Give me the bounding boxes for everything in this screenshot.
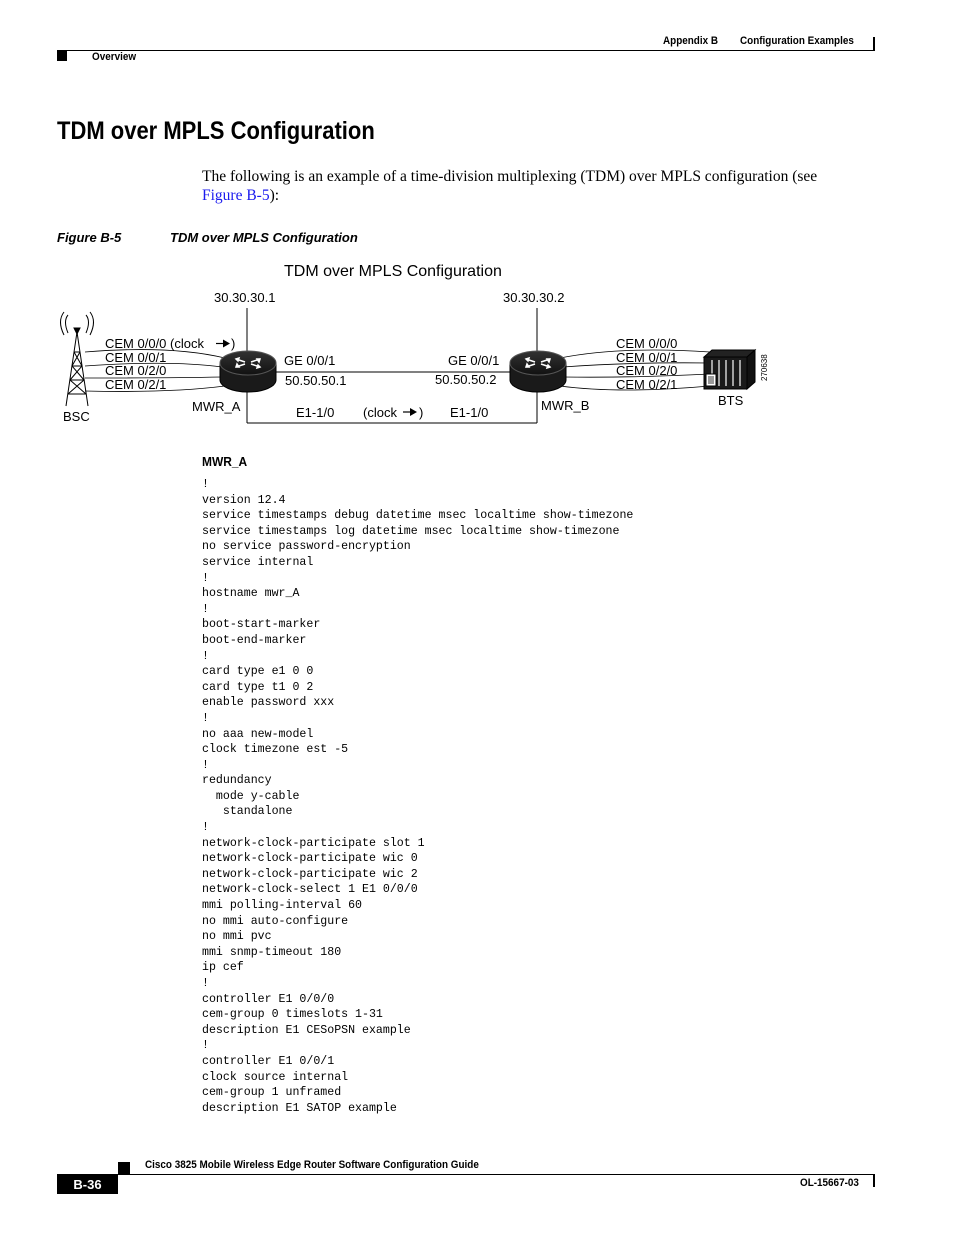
config-line: redundancy <box>202 774 272 788</box>
config-line: boot-start-marker <box>202 618 321 632</box>
diagram-title: TDM over MPLS Configuration <box>284 263 502 280</box>
cem-right-0: CEM 0/0/0 <box>616 336 678 351</box>
e1-label-a: E1-1/0 <box>296 405 335 420</box>
config-line: mode y-cable <box>202 789 300 803</box>
cem-left-1: CEM 0/0/1 <box>105 350 167 365</box>
config-line: mmi polling-interval 60 <box>202 899 363 913</box>
header-tick <box>873 37 875 50</box>
config-line: network-clock-participate wic 2 <box>202 867 418 881</box>
tdm-network-diagram <box>0 250 954 440</box>
config-code-block <box>202 477 633 1116</box>
cem-left-2: CEM 0/2/0 <box>105 363 167 378</box>
ip-label-b: 30.30.30.2 <box>503 290 565 305</box>
config-line: no aaa new-model <box>202 727 314 741</box>
header-appendix: Appendix B <box>663 35 719 47</box>
clock-arrowhead-icon <box>223 340 230 348</box>
config-line: standalone <box>202 805 293 819</box>
config-line: service internal <box>202 555 314 569</box>
config-line: network-clock-participate wic 0 <box>202 852 418 866</box>
config-line: boot-end-marker <box>202 633 307 647</box>
config-line: service timestamps log datetime msec localtime show-timezone <box>202 524 620 538</box>
router-b-icon <box>510 351 566 392</box>
config-line: enable password xxx <box>202 696 335 710</box>
bsc-tower-icon <box>61 312 94 406</box>
figure-id: 270638 <box>760 354 769 381</box>
bsc-label: BSC <box>63 409 90 424</box>
intro-text: The following is an example of a time-division multiplexing (TDM) over MPLS configuration (see <box>202 168 818 185</box>
ip-label-a: 30.30.30.1 <box>214 290 276 305</box>
config-line: no mmi pvc <box>202 930 272 944</box>
bts-rack-icon <box>704 350 755 389</box>
cem-right-1: CEM 0/0/1 <box>616 350 678 365</box>
header-chapter: Configuration Examples <box>740 35 854 47</box>
config-line: service timestamps debug datetime msec localtime show-timezone <box>202 509 634 523</box>
router-b-label: MWR_B <box>541 398 590 413</box>
config-heading: MWR_A <box>202 454 248 469</box>
figure-number: Figure B-5 <box>57 230 122 245</box>
cem-left-3: CEM 0/2/1 <box>105 377 167 392</box>
figure-link[interactable]: Figure B-5 <box>202 187 270 204</box>
router-a-label: MWR_A <box>192 399 241 414</box>
bts-label: BTS <box>718 393 744 408</box>
config-line: ! <box>202 571 209 585</box>
config-line: controller E1 0/0/1 <box>202 1054 335 1068</box>
config-line: network-clock-participate slot 1 <box>202 836 425 850</box>
cem-right-2: CEM 0/2/0 <box>616 363 678 378</box>
config-line: ! <box>202 711 209 725</box>
ge-label-b: GE 0/0/1 <box>448 353 500 368</box>
footer-rule <box>57 1174 875 1175</box>
page-title: TDM over MPLS Configuration <box>57 117 375 145</box>
config-line: version 12.4 <box>202 493 286 507</box>
header-section: Overview <box>92 51 137 63</box>
config-line: no mmi auto-configure <box>202 914 349 928</box>
net-label-a: 50.50.50.1 <box>285 373 347 388</box>
config-line: cem-group 0 timeslots 1-31 <box>202 1008 383 1022</box>
cem-left-0: CEM 0/0/0 (clock <box>105 336 204 351</box>
config-line: clock source internal <box>202 1070 349 1084</box>
config-line: ip cef <box>202 961 244 975</box>
cem-left-0-close: ) <box>231 336 236 351</box>
config-line: ! <box>202 602 209 616</box>
net-label-b: 50.50.50.2 <box>435 372 497 387</box>
config-line: description E1 SATOP example <box>202 1101 397 1115</box>
cem-right-3: CEM 0/2/1 <box>616 377 678 392</box>
footer-page-number: B-36 <box>57 1175 118 1194</box>
config-line: ! <box>202 1039 209 1053</box>
footer-tick <box>873 1175 875 1187</box>
config-line: hostname mwr_A <box>202 587 300 601</box>
config-line: clock timezone est -5 <box>202 743 349 757</box>
clock-label-close: ) <box>419 405 424 420</box>
intro-paragraph <box>202 167 862 205</box>
footer-marker <box>118 1162 130 1174</box>
ge-label-a: GE 0/0/1 <box>284 353 336 368</box>
config-line: ! <box>202 478 209 491</box>
config-line: ! <box>202 758 209 772</box>
config-line: mmi snmp-timeout 180 <box>202 945 342 959</box>
config-line: controller E1 0/0/0 <box>202 992 335 1006</box>
config-line: card type t1 0 2 <box>202 680 314 694</box>
clock-label: (clock <box>363 405 397 420</box>
config-line: card type e1 0 0 <box>202 665 314 679</box>
config-line: cem-group 1 unframed <box>202 1086 342 1100</box>
footer-guide-title: Cisco 3825 Mobile Wireless Edge Router Software Configuration Guide <box>145 1159 479 1171</box>
router-a-icon <box>220 351 276 392</box>
config-line: ! <box>202 649 209 663</box>
config-line: description E1 CESoPSN example <box>202 1023 411 1037</box>
e1-label-b: E1-1/0 <box>450 405 489 420</box>
clock-arrowhead-2-icon <box>410 408 417 416</box>
config-line: network-clock-select 1 E1 0/0/0 <box>202 883 418 897</box>
config-line: ! <box>202 821 209 835</box>
config-line: no service password-encryption <box>202 540 411 554</box>
header-rule <box>57 50 875 51</box>
figure-caption: TDM over MPLS Configuration <box>170 230 358 245</box>
header-marker <box>57 51 67 61</box>
config-line: ! <box>202 977 209 990</box>
footer-doc-number: OL-15667-03 <box>800 1177 859 1189</box>
intro-text-end: ): <box>269 187 280 204</box>
